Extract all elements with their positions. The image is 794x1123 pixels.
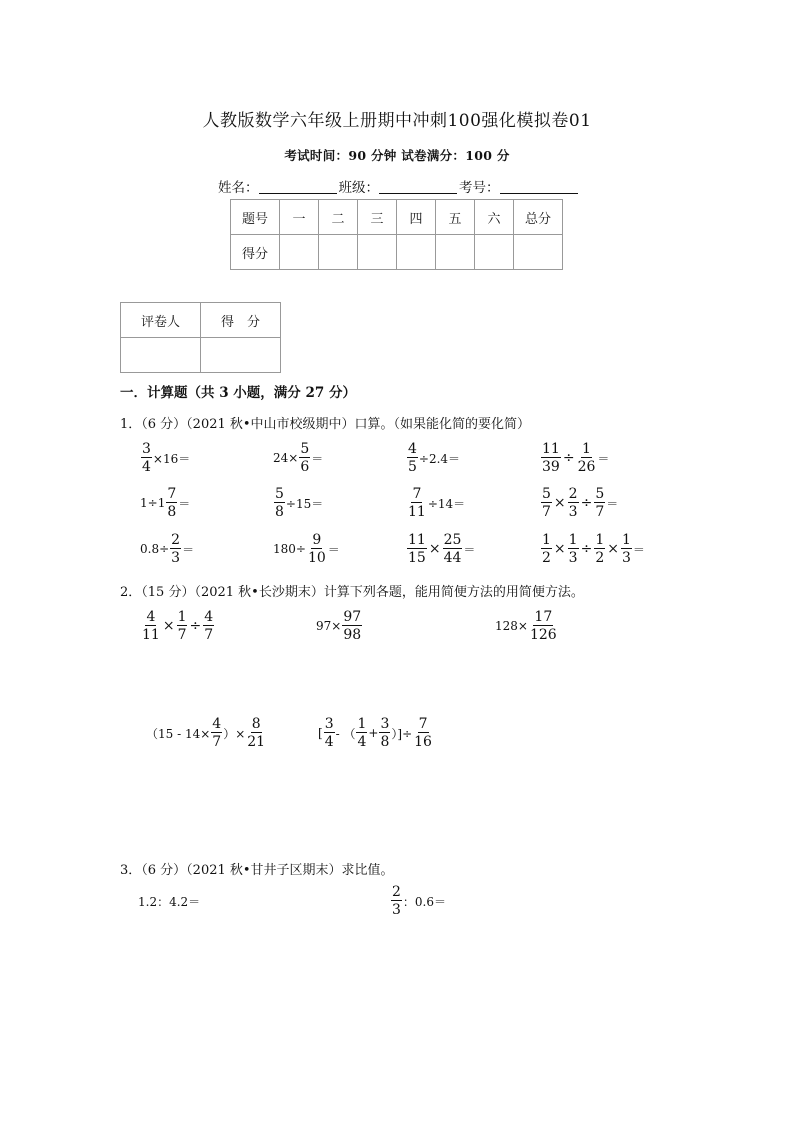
q1-expr-7: $\frac{7}{11}$ ÷14＝ — [408, 486, 466, 520]
exam-info: 考试时间：90 分钟 试卷满分：100 分 — [284, 148, 510, 163]
fraction: $\frac{7}{16}$ — [414, 716, 432, 750]
fraction: $\frac{5}{7}$ — [595, 486, 605, 520]
fraction: $\frac{1}{2}$ — [595, 532, 605, 566]
fraction: $\frac{3}{4}$ — [142, 441, 151, 475]
fraction: $\frac{5}{6}$ — [300, 441, 310, 475]
q2-expr-2: 97× $\frac{97}{98}$ — [316, 609, 362, 643]
q3-expr-2: $\frac{2}{3}$ ：0.6＝ — [392, 884, 447, 918]
fraction: $\frac{4}{5}$ — [408, 441, 417, 475]
fraction: $\frac{2}{3}$ — [392, 884, 401, 918]
page-title: 人教版数学六年级上册期中冲刺100强化模拟卷01 — [202, 111, 592, 131]
score-cell[interactable] — [436, 235, 475, 270]
fraction: $\frac{9}{10}$ — [307, 532, 326, 566]
fraction: $\frac{2}{3}$ — [171, 532, 181, 566]
score-header-cell: 二 — [319, 200, 358, 235]
fraction: $\frac{8}{21}$ — [247, 716, 266, 750]
q1-expr-2: 24× $\frac{5}{6}$ ＝ — [273, 441, 324, 475]
q1-expr-3: $\frac{4}{5}$ ÷2.4＝ — [408, 441, 461, 475]
fraction: $\frac{1}{3}$ — [621, 532, 631, 566]
q3-expr-1: 1.2：4.2＝ — [138, 895, 201, 909]
score-header-cell: 三 — [358, 200, 397, 235]
score-header-cell: 五 — [436, 200, 475, 235]
fraction: $\frac{3}{8}$ — [380, 716, 390, 750]
q1-expr-12: $\frac{1}{2}$ × $\frac{1}{3}$ ÷ $\frac{1}{2}$ × $\frac{1}{3}$ ＝ — [542, 532, 645, 566]
student-info-line — [218, 176, 580, 196]
score-table-header-row — [231, 200, 563, 235]
fraction: $\frac{7}{8}$ — [167, 486, 177, 520]
fraction: $\frac{1}{2}$ — [542, 532, 551, 566]
fraction: $\frac{5}{7}$ — [542, 486, 551, 520]
name-label: 姓名： — [218, 180, 259, 196]
fraction: $\frac{3}{4}$ — [324, 716, 334, 750]
q1-expr-10: 180÷ $\frac{9}{10}$ ＝ — [273, 532, 340, 566]
fraction: $\frac{11}{15}$ — [408, 532, 426, 566]
grader-table — [120, 302, 281, 373]
score-cell[interactable] — [475, 235, 514, 270]
q1-expr-6: $\frac{5}{8}$ ÷15＝ — [275, 486, 324, 520]
score-header-cell: 总分 — [514, 200, 563, 235]
fraction: $\frac{7}{11}$ — [408, 486, 426, 520]
question-3-text: 3．（6 分）（2021 秋•甘井子区期末）求比值。 — [120, 863, 394, 878]
q1-expr-11: $\frac{11}{15}$ × $\frac{25}{44}$ ＝ — [408, 532, 476, 566]
fraction: $\frac{1}{4}$ — [357, 716, 367, 750]
class-label: 班级： — [338, 180, 379, 196]
q1-expr-4: $\frac{11}{39}$ ÷ $\frac{1}{26}$ ＝ — [542, 441, 610, 475]
score-header-cell: 题号 — [231, 200, 280, 235]
fraction: $\frac{1}{7}$ — [177, 609, 187, 643]
fraction: $\frac{25}{44}$ — [443, 532, 462, 566]
grader-cell[interactable] — [121, 338, 201, 373]
q2-expr-4: （15 - 14× $\frac{4}{7}$ ）× $\frac{8}{21}$ — [146, 716, 266, 750]
score-row-label: 得分 — [231, 235, 280, 270]
score-cell[interactable] — [358, 235, 397, 270]
q2-expr-3: 128× $\frac{17}{126}$ — [495, 609, 557, 643]
score-header-cell: 四 — [397, 200, 436, 235]
score-table-score-row — [231, 235, 563, 270]
id-label: 考号： — [459, 180, 500, 196]
fraction: $\frac{1}{26}$ — [577, 441, 596, 475]
name-field[interactable] — [259, 179, 337, 194]
id-field[interactable] — [500, 179, 578, 194]
score-cell[interactable] — [514, 235, 563, 270]
fraction: $\frac{4}{7}$ — [204, 609, 214, 643]
class-field[interactable] — [379, 179, 457, 194]
score-table — [230, 199, 563, 270]
fraction: $\frac{11}{39}$ — [542, 441, 560, 475]
fraction: $\frac{97}{98}$ — [343, 609, 362, 643]
fraction: $\frac{1}{3}$ — [568, 532, 578, 566]
score-cell[interactable] — [319, 235, 358, 270]
q2-expr-1: $\frac{4}{11}$ × $\frac{1}{7}$ ÷ $\frac{4}{7}$ — [142, 609, 214, 643]
q2-expr-5: [ $\frac{3}{4}$ - （ $\frac{1}{4}$ + $\frac{3}{8}$ ）]÷ $\frac{7}{16}$ — [318, 716, 432, 750]
q1-expr-5: 1÷1 $\frac{7}{8}$ ＝ — [140, 486, 191, 520]
grader-score-label: 得 分 — [201, 303, 281, 338]
score-header-cell: 一 — [280, 200, 319, 235]
grader-score-cell[interactable] — [201, 338, 281, 373]
question-2-text: 2．（15 分）（2021 秋•长沙期末）计算下列各题，能用简便方法的用简便方法。 — [120, 585, 584, 600]
fraction: $\frac{4}{11}$ — [142, 609, 160, 643]
score-header-cell: 六 — [475, 200, 514, 235]
q1-expr-9: 0.8÷ $\frac{2}{3}$ ＝ — [140, 532, 195, 566]
question-1-text: 1．（6 分）（2021 秋•中山市校级期中）口算。（如果能化简的要化简） — [120, 417, 531, 432]
fraction: $\frac{4}{7}$ — [212, 716, 222, 750]
q1-expr-8: $\frac{5}{7}$ × $\frac{2}{3}$ ÷ $\frac{5}{7}$ ＝ — [542, 486, 619, 520]
fraction: $\frac{2}{3}$ — [568, 486, 578, 520]
q1-expr-1: $\frac{3}{4}$ ×16＝ — [142, 441, 191, 475]
fraction: $\frac{5}{8}$ — [275, 486, 284, 520]
fraction: $\frac{17}{126}$ — [529, 609, 557, 643]
score-cell[interactable] — [280, 235, 319, 270]
score-cell[interactable] — [397, 235, 436, 270]
grader-label: 评卷人 — [121, 303, 201, 338]
section-heading: 一．计算题（共 3 小题，满分 27 分） — [120, 385, 356, 401]
